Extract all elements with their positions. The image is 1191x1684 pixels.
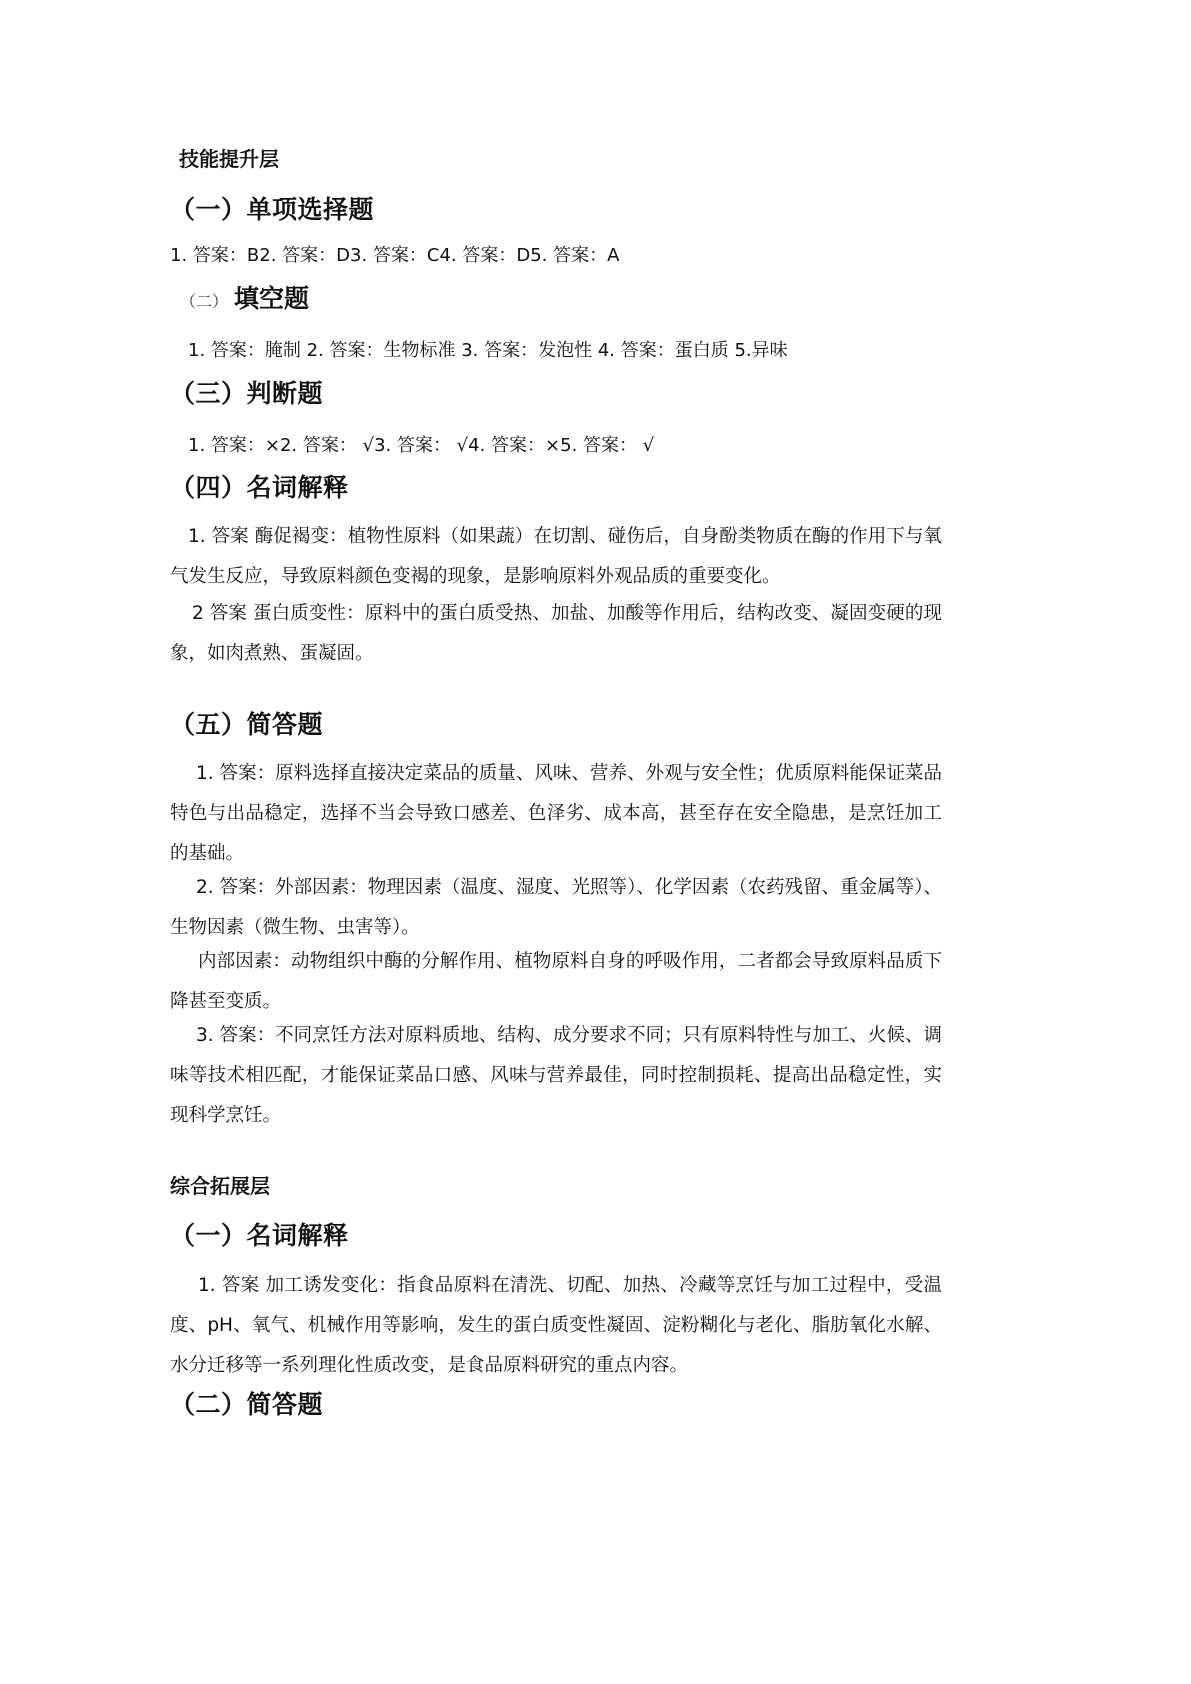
heading-comprehensive-short-answer: （二）简答题 xyxy=(170,1390,324,1419)
term-explain-item-1: 1. 答案 酶促褐变：植物性原料（如果蔬）在切割、碰伤后，自身酚类物质在酶的作用下与氧气发生反应，导致原料颜色变褐的现象，是影响原料外观品质的重要变化。 xyxy=(170,526,942,587)
answers-fill-blank: 1. 答案：腌制 2. 答案：生物标准 3. 答案：发泡性 4. 答案：蛋白质 5.异味 xyxy=(188,340,788,361)
heading-short-answer: （五）简答题 xyxy=(170,710,324,739)
short-answer-item-2-internal: 内部因素：动物组织中酶的分解作用、植物原料自身的呼吸作用，二者都会导致原料品质下降甚至变质。 xyxy=(170,951,942,1012)
comprehensive-term-explain-item-1: 1. 答案 加工诱发变化：指食品原料在清洗、切配、加热、冷藏等烹饪与加工过程中，受温度、pH、氧气、机械作用等影响，发生的蛋白质变性凝固、淀粉糊化与老化、脂肪氧化水解、水分迁移等一系列理化性质改变，是食品原料研究的重点内容。 xyxy=(170,1275,942,1376)
heading-comprehensive-term-explain: （一）名词解释 xyxy=(170,1221,349,1250)
section-title-skill-layer: 技能提升层 xyxy=(179,147,279,171)
heading-fill-blank-text: 填空题 xyxy=(234,284,310,313)
term-explain-item-2: 2 答案 蛋白质变性：原料中的蛋白质受热、加盐、加酸等作用后，结构改变、凝固变硬的现象，如肉煮熟、蛋凝固。 xyxy=(170,603,942,664)
section-title-comprehensive-layer: 综合拓展层 xyxy=(170,1174,270,1198)
short-answer-item-1: 1. 答案：原料选择直接决定菜品的质量、风味、营养、外观与安全性；优质原料能保证菜品特色与出品稳定，选择不当会导致口感差、色泽劣、成本高，甚至存在安全隐患，是烹饪加工的基础。 xyxy=(170,763,942,864)
short-answer-item-3: 3. 答案：不同烹饪方法对原料质地、结构、成分要求不同；只有原料特性与加工、火候、调味等技术相匹配，才能保证菜品口感、风味与营养最佳，同时控制损耗、提高出品稳定性，实现科学烹饪。 xyxy=(170,1025,942,1126)
heading-single-choice: （一）单项选择题 xyxy=(170,195,375,224)
answers-true-false: 1. 答案：×2. 答案： √3. 答案： √4. 答案：×5. 答案： √ xyxy=(188,435,655,456)
heading-fill-blank-paren: （二） xyxy=(180,292,229,311)
answers-single-choice: 1. 答案：B2. 答案：D3. 答案：C4. 答案：D5. 答案：A xyxy=(170,245,620,266)
heading-fill-blank xyxy=(180,279,309,315)
heading-true-false: （三）判断题 xyxy=(170,379,324,408)
short-answer-item-2: 2. 答案：外部因素：物理因素（温度、湿度、光照等）、化学因素（农药残留、重金属等）、生物因素（微生物、虫害等）。 xyxy=(170,877,942,938)
heading-term-explain: （四）名词解释 xyxy=(170,473,349,502)
